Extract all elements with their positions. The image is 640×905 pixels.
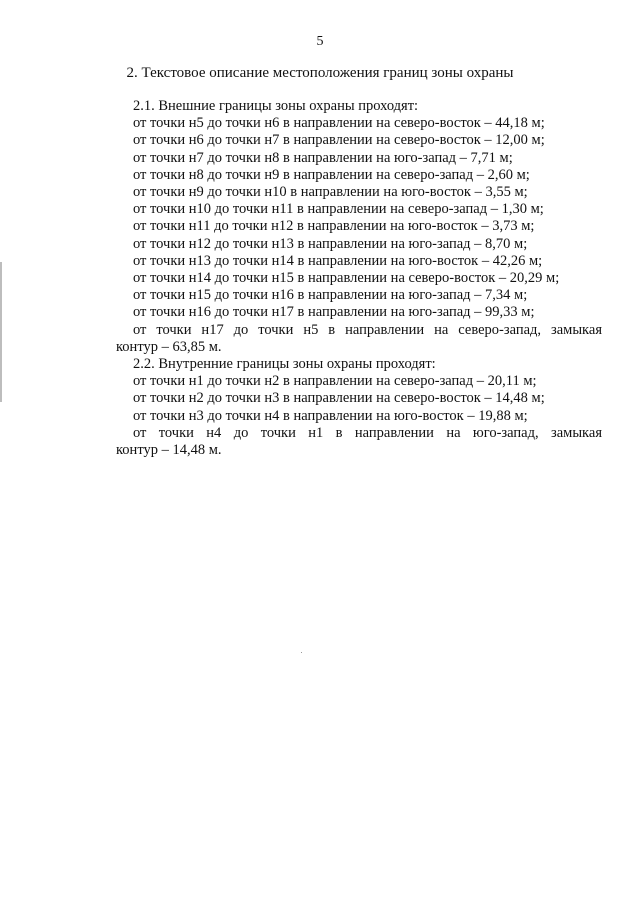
outer-boundary-line: от точки н6 до точки н7 в направлении на северо-восток – 12,00 м; — [133, 132, 545, 149]
outer-closing-continuation: контур – 63,85 м. — [116, 338, 222, 355]
outer-boundary-line: от точки н9 до точки н10 в направлении на юго-восток – 3,55 м; — [133, 184, 528, 201]
section-title: 2. Текстовое описание местоположения границ зоны охраны — [126, 65, 514, 81]
outer-boundary-line: от точки н13 до точки н14 в направлении на юго-восток – 42,26 м; — [133, 252, 543, 269]
inner-closing-continuation: контур – 14,48 м. — [116, 442, 222, 459]
outer-boundary-line: от точки н10 до точки н11 в направлении на северо-запад – 1,30 м; — [133, 201, 544, 218]
document-body — [116, 98, 602, 459]
scan-edge-mark — [0, 262, 2, 402]
inner-closing-line: от точки н4 до точки н1 в направлении на юго-запад, замыкая — [133, 424, 602, 441]
outer-boundaries-heading: 2.1. Внешние границы зоны охраны проходят: — [133, 98, 419, 114]
scan-speck — [301, 652, 302, 653]
inner-boundary-line: от точки н3 до точки н4 в направлении на юго-восток – 19,88 м; — [133, 407, 528, 424]
outer-closing-line: от точки н17 до точки н5 в направлении на северо-запад, замыкая — [133, 321, 602, 338]
outer-boundary-line: от точки н15 до точки н16 в направлении на юго-запад – 7,34 м; — [133, 287, 528, 304]
outer-boundary-line: от точки н16 до точки н17 в направлении на юго-запад – 99,33 м; — [133, 304, 535, 321]
page-number: 5 — [316, 34, 324, 49]
outer-boundary-line: от точки н12 до точки н13 в направлении на юго-запад – 8,70 м; — [133, 235, 528, 252]
outer-boundary-line: от точки н5 до точки н6 в направлении на северо-восток – 44,18 м; — [133, 115, 545, 132]
outer-boundary-line: от точки н11 до точки н12 в направлении на юго-восток – 3,73 м; — [133, 218, 535, 235]
outer-boundary-line: от точки н7 до точки н8 в направлении на юго-запад – 7,71 м; — [133, 149, 513, 166]
inner-boundaries-heading: 2.2. Внутренние границы зоны охраны проходят: — [133, 356, 436, 373]
inner-boundary-line: от точки н1 до точки н2 в направлении на северо-запад – 20,11 м; — [133, 373, 537, 390]
outer-boundary-line: от точки н14 до точки н15 в направлении на северо-восток – 20,29 м; — [133, 270, 560, 287]
inner-boundary-line: от точки н2 до точки н3 в направлении на северо-восток – 14,48 м; — [133, 390, 545, 407]
outer-boundary-line: от точки н8 до точки н9 в направлении на северо-запад – 2,60 м; — [133, 166, 530, 183]
